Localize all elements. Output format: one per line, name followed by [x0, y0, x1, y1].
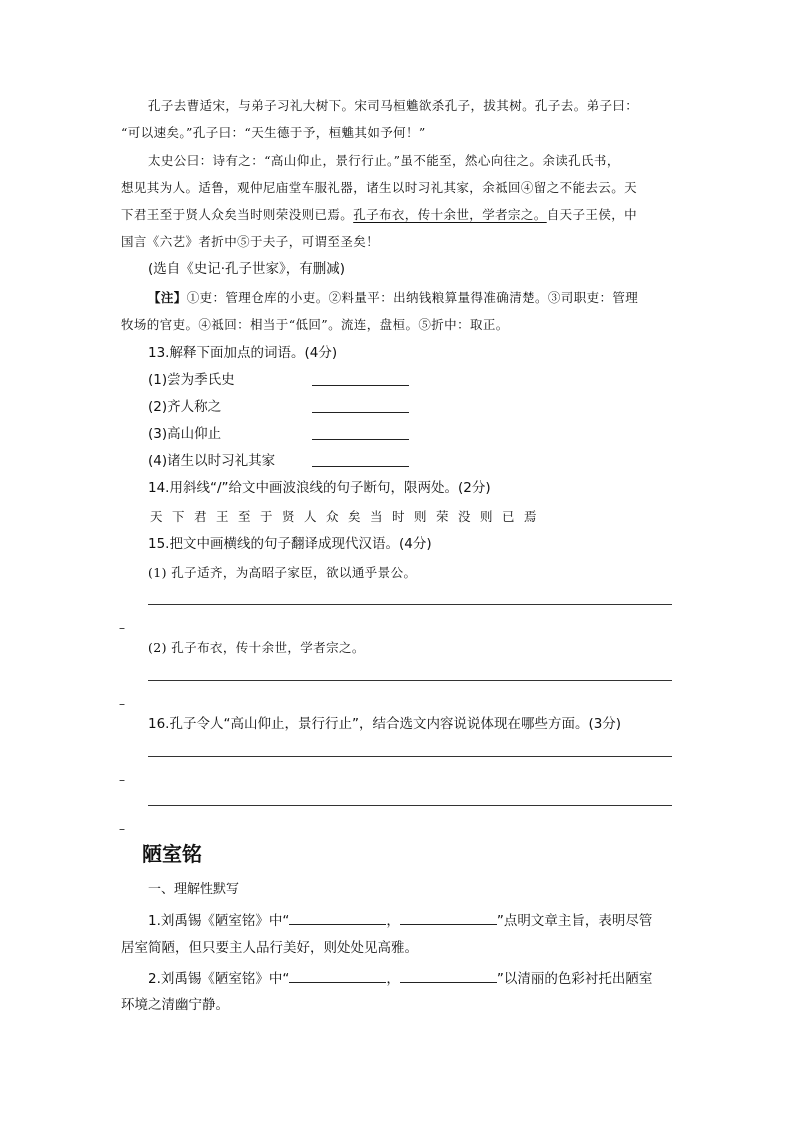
- q-text: ”点明文章主旨，表明尽管: [496, 913, 653, 929]
- q15-sentence-1: (1) 孔子适齐，为高昭子家臣，欲以通乎景公。: [148, 565, 417, 580]
- question-14-title: 14.用斜线“/”给文中画波浪线的句子断句，限两处。(2分): [148, 480, 491, 496]
- lsm-question-2: [148, 969, 652, 987]
- passage-line: 想见其为人。适鲁，观仲尼庙堂车服礼器，诸生以时习礼其家，余祗回④留之不能去云。天: [121, 180, 638, 195]
- passage-text: 自天子王侯，中: [546, 207, 638, 222]
- answer-blank[interactable]: [312, 453, 409, 467]
- answer-blank[interactable]: [400, 911, 497, 925]
- question-16-title: 16.孔子令人“高山仰止，景行行止”，结合选文内容说说体现在哪些方面。(3分): [148, 716, 622, 732]
- q13-item: (3)高山仰止: [148, 426, 222, 442]
- passage-line: [121, 207, 637, 223]
- section-subtitle: 一、理解性默写: [148, 882, 240, 897]
- q13-item: (2)齐人称之: [148, 399, 222, 415]
- passage-line: 孔子去曹适宋，与弟子习礼大树下。宋司马桓魋欲杀孔子，拔其树。孔子去。弟子曰：: [148, 98, 639, 113]
- margin-dash: –: [119, 621, 125, 635]
- q13-item: (4)诸生以时习礼其家: [148, 453, 276, 469]
- answer-line[interactable]: [148, 805, 672, 806]
- q-text: ，: [386, 913, 400, 929]
- notes-line: [148, 290, 638, 306]
- answer-blank[interactable]: [312, 372, 409, 386]
- margin-dash: –: [119, 773, 125, 787]
- answer-blank[interactable]: [312, 426, 409, 440]
- question-13-title: 13.解释下面加点的词语。(4分): [148, 345, 338, 361]
- section-title: 陋室铭: [142, 842, 202, 866]
- q13-item: (1)尝为季氏史: [148, 372, 235, 388]
- q-text: 2.刘禹锡《陋室铭》中“: [148, 971, 290, 987]
- margin-dash: –: [119, 697, 125, 711]
- notes-line: 牧场的官吏。④祗回：相当于“低回”。流连，盘桓。⑤折中：取正。: [121, 317, 509, 332]
- q14-sentence: 天下君王至于贤人众矣当时则荣没则已焉: [150, 509, 547, 524]
- passage-line: “可以速矣。”孔子曰：“天生德于予，桓魋其如予何！”: [121, 125, 426, 140]
- answer-line[interactable]: [148, 756, 672, 757]
- passage-line: 太史公曰：诗有之：“高山仰止，景行行止。”虽不能至，然心向往之。余读孔氏书，: [148, 153, 620, 168]
- q15-sentence-2: (2) 孔子布衣，传十余世，学者宗之。: [148, 640, 365, 655]
- notes-text: ①吏：管理仓库的小吏。②料量平：出纳钱粮算量得准确清楚。③司职吏：管理: [186, 290, 639, 305]
- wavy-underlined-sentence: 下君王至于贤人众矣当时则荣没则已焉。: [121, 207, 354, 222]
- notes-label: 【注】: [148, 290, 187, 305]
- source-citation: (选自《史记·孔子世家》，有删减): [148, 261, 346, 277]
- answer-blank[interactable]: [400, 969, 497, 983]
- passage-line: 国言《六艺》者折中⑤于夫子，可谓至圣矣！: [121, 234, 380, 249]
- lsm-question-2-cont: 环境之清幽宁静。: [121, 997, 229, 1013]
- answer-blank[interactable]: [312, 399, 409, 413]
- underlined-sentence: 孔子布衣，传十余世，学者宗之。: [353, 207, 547, 222]
- q-text: ”以清丽的色彩衬托出陋室: [496, 971, 653, 987]
- answer-blank[interactable]: [289, 911, 386, 925]
- lsm-question-1: [148, 911, 652, 929]
- margin-dash: –: [119, 822, 125, 836]
- question-15-title: 15.把文中画横线的句子翻译成现代汉语。(4分): [148, 536, 432, 552]
- answer-line[interactable]: [148, 604, 672, 605]
- answer-blank[interactable]: [289, 969, 386, 983]
- answer-line[interactable]: [148, 680, 672, 681]
- q-text: 1.刘禹锡《陋室铭》中“: [148, 913, 290, 929]
- q-text: ，: [386, 971, 400, 987]
- lsm-question-1-cont: 居室简陋，但只要主人品行美好，则处处见高雅。: [121, 940, 418, 956]
